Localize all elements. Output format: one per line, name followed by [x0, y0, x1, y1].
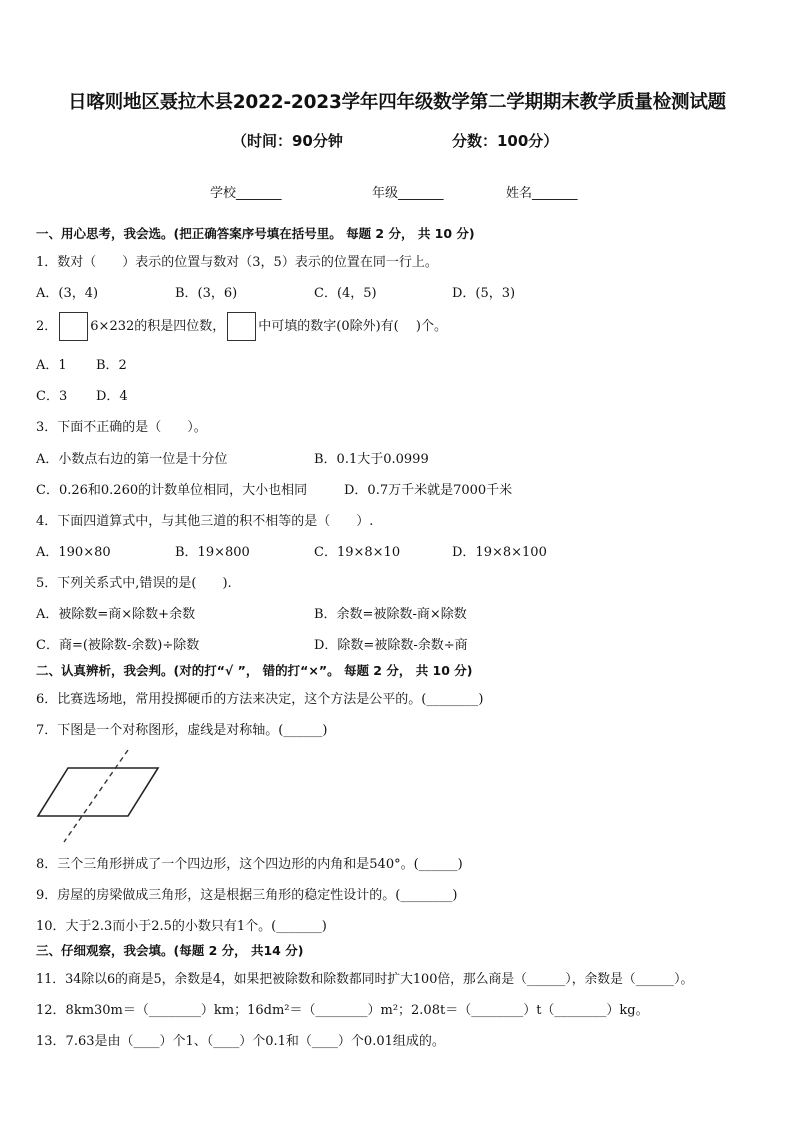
question-3: 3．下面不正确的是（ ）。	[36, 420, 207, 435]
q4-option-a: A．190×80	[36, 545, 111, 560]
q2-suffix-text: 中可填的数字(0除外)有( )个。	[258, 319, 447, 334]
q4-option-b: B．19×800	[175, 545, 250, 560]
question-12: 12．8km30m＝（________）km；16dm²＝（________）m²；2.08t＝（________）t（________）kg。	[36, 1003, 649, 1018]
q2-option-c: C．3	[36, 389, 68, 404]
question-4: 4．下面四道算式中，与其他三道的积不相等的是（ ）.	[36, 514, 374, 529]
q3-option-d: D．0.7万千米就是7000千米	[344, 483, 513, 498]
name-field: 姓名_______	[506, 186, 578, 201]
blank-box	[59, 312, 88, 341]
exam-score: 分数：100分）	[452, 132, 559, 150]
question-13: 13．7.63是由（____）个1、（____）个0.1和（____）个0.01组成的。	[36, 1034, 445, 1049]
section3-heading: 三、仔细观察，我会填。(每题 2 分， 共14 分)	[36, 943, 304, 958]
q2-number: 2．	[36, 319, 58, 334]
page-title: 日喀则地区聂拉木县2022-2023学年四年级数学第二学期期末教学质量检测试题	[68, 92, 726, 113]
q1-option-c: C．(4，5)	[314, 286, 377, 301]
question-10: 10．大于2.3而小于2.5的小数只有1个。(_______)	[36, 919, 327, 934]
q4-option-c: C．19×8×10	[314, 545, 401, 560]
question-8: 8．三个三角形拼成了一个四边形，这个四边形的内角和是540°。(______)	[36, 857, 463, 872]
q1-option-b: B．(3，6)	[175, 286, 238, 301]
question-5: 5．下列关系式中,错误的是( ).	[36, 576, 232, 591]
question-7: 7．下图是一个对称图形，虚线是对称轴。(______)	[36, 723, 328, 738]
parallelogram-shape	[38, 768, 158, 816]
parallelogram-figure	[36, 750, 166, 846]
q5-option-a: A．被除数=商×除数+余数	[36, 607, 196, 622]
exam-time: （时间：90分钟	[232, 132, 343, 150]
question-11: 11．34除以6的商是5，余数是4，如果把被除数和除数都同时扩大100倍，那么商是（______），余数是（______）。	[36, 972, 694, 987]
q2-option-d: D．4	[96, 389, 128, 404]
question-9: 9．房屋的房梁做成三角形，这是根据三角形的稳定性设计的。(________)	[36, 888, 458, 903]
q3-option-c: C．0.26和0.260的计数单位相同，大小也相同	[36, 483, 308, 498]
q2-option-a: A．1	[36, 358, 67, 373]
q3-option-a: A．小数点右边的第一位是十分位	[36, 452, 228, 467]
q4-option-d: D．19×8×100	[452, 545, 547, 560]
question-1: 1．数对（ ）表示的位置与数对（3，5）表示的位置在同一行上。	[36, 255, 438, 270]
q2-option-b: B．2	[96, 358, 127, 373]
q5-option-d: D．除数=被除数-余数÷商	[314, 638, 468, 653]
q1-option-d: D．(5，3)	[452, 286, 516, 301]
grade-field: 年级_______	[372, 186, 444, 201]
section2-heading: 二、认真辨析，我会判。(对的打“√ ”， 错的打“×”。 每题 2 分， 共 10 分)	[36, 663, 473, 678]
q2-mid-text: 6×232的积是四位数，	[90, 319, 226, 334]
q5-option-c: C．商=(被除数-余数)÷除数	[36, 638, 200, 653]
section1-heading: 一、用心思考，我会选。(把正确答案序号填在括号里。 每题 2 分， 共 10 分)	[36, 226, 475, 241]
school-field: 学校_______	[210, 186, 282, 201]
q5-option-b: B．余数=被除数-商×除数	[314, 607, 467, 622]
q3-option-b: B．0.1大于0.0999	[314, 452, 429, 467]
q1-option-a: A．(3，4)	[36, 286, 99, 301]
dashed-axis-line	[64, 750, 128, 842]
question-2	[36, 312, 447, 341]
question-6: 6．比赛选场地，常用投掷硬币的方法来决定，这个方法是公平的。(________)	[36, 692, 484, 707]
blank-box	[227, 312, 256, 341]
